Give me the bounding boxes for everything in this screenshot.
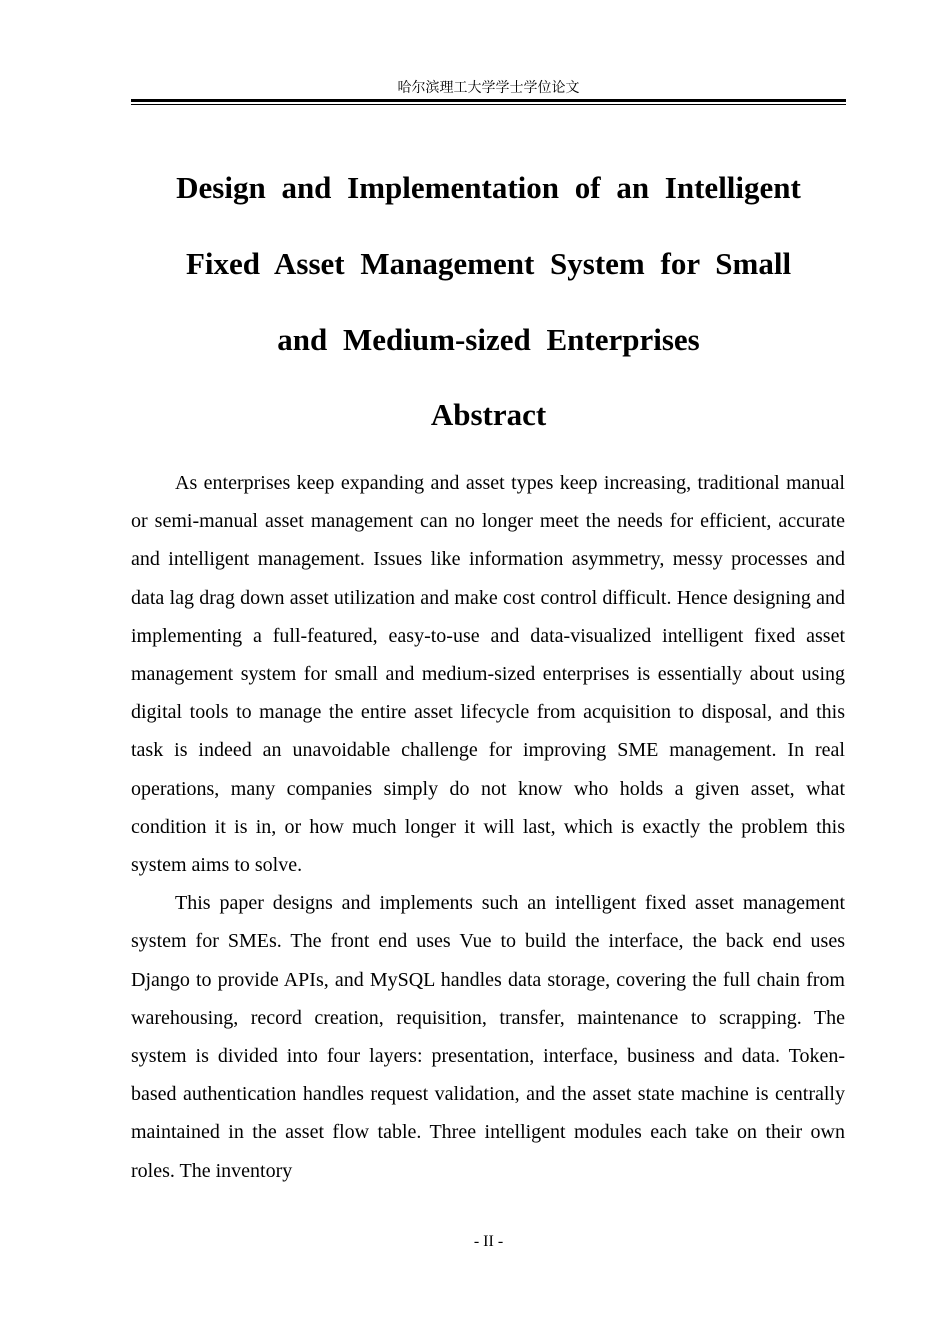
thesis-title-line-3: and Medium-sized Enterprises [277,322,700,357]
abstract-body [131,464,845,1190]
page-number: - II - [473,1233,504,1250]
header-rule-thick [131,99,846,102]
abstract-paragraph-2: This paper designs and implements such an intelligent fixed asset management system for SMEs. The front end uses Vue to build the interface, the back end uses Django to provide APIs, and MySQL handles data storage, covering the full chain from warehousing, record creation, requisition, transfer, maintenance to scrapping. The system is divided into four layers: presentation, interface, business and data. Token-based authentication handles request validation, and the asset state machine is centrally maintained in the asset flow table. Three intelligent modules each take on their own roles. The inventory [131,892,845,1182]
thesis-title-line-2: Fixed Asset Management System for Small [185,246,792,281]
abstract-paragraph-1: As enterprises keep expanding and asset types keep increasing, traditional manual or semi-manual asset management can no longer meet the needs for efficient, accurate and intelligent management. Issues like information asymmetry, messy processes and data lag drag down asset utilization and make cost control difficult. Hence designing and implementing a full-featured, easy-to-use and data-visualized intelligent fixed asset management system for small and medium-sized enterprises is essentially about using digital tools to manage the entire asset lifecycle from acquisition to disposal, and this task is indeed an unavoidable challenge for improving SME management. In real operations, many companies simply do not know who holds a given asset, what condition it is in, or how much longer it will last, which is exactly the problem this system aims to solve. [131,472,845,877]
thesis-title-line-1: Design and Implementation of an Intelligent [176,170,801,205]
thesis-title [131,150,846,378]
running-header: 哈尔滨理工大学学士学位论文 [397,80,580,96]
abstract-heading: Abstract [430,397,547,432]
header-rule-thin [131,104,846,105]
